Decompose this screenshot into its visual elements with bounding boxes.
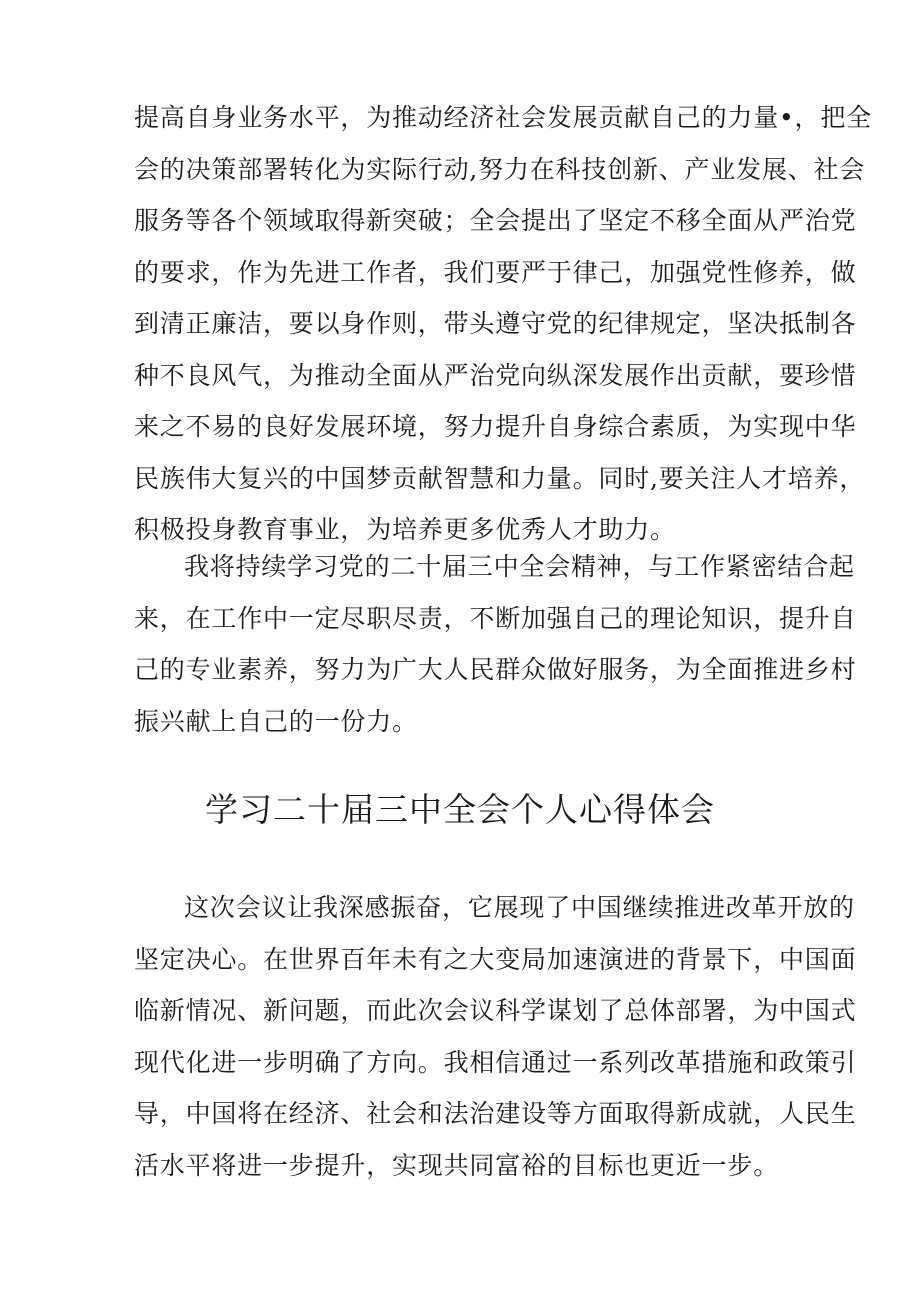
paragraph-2-line: 我将持续学习党的二十届三中全会精神，与工作紧密结合起 bbox=[184, 552, 855, 581]
paragraph-2-line: 己的专业素养，努力为广大人民群众做好服务，为全面推进乡村 bbox=[134, 655, 857, 684]
paragraph-2-line: 振兴献上自己的一份力。 bbox=[134, 706, 418, 736]
paragraph-1-line: 积极投身教育事业，为培养更多优秀人才助力。 bbox=[134, 515, 676, 544]
paragraph-1-line: 提高自身业务水平，为推动经济社会发展贡献自己的力量•，把全 bbox=[134, 103, 872, 132]
paragraph-3-line: 导，中国将在经济、社会和法治建设等方面取得新成就，人民生 bbox=[134, 1099, 857, 1128]
paragraph-1-line: 种不良风气，为推动全面从严治党向纵深发展作出贡献，要珍惜 bbox=[134, 360, 857, 390]
paragraph-3-line: 临新情况、新问题，而此次会议科学谋划了总体部署，为中国式 bbox=[134, 996, 857, 1025]
paragraph-3 bbox=[134, 882, 857, 1191]
paragraph-1-line: 会的决策部署转化为实际行动,努力在科技创新、产业发展、社会 bbox=[134, 154, 866, 184]
paragraph-2 bbox=[134, 541, 857, 747]
paragraph-1-line: 来之不易的良好发展环境，努力提升自身综合素质，为实现中华 bbox=[134, 412, 857, 441]
paragraph-1-line: 到清正廉洁，要以身作则，带头遵守党的纪律规定，坚决抵制各 bbox=[134, 309, 857, 338]
paragraph-1-line: 民族伟大复兴的中国梦贡献智慧和力量。同时,要关注人才培养， bbox=[134, 463, 866, 493]
paragraph-3-line: 这次会议让我深感振奋，它展现了中国继续推进改革开放的 bbox=[184, 893, 855, 922]
paragraph-2-line: 来，在工作中一定尽职尽责，不断加强自己的理论知识，提升自 bbox=[134, 603, 857, 633]
paragraph-3-line: 坚定决心。在世界百年未有之大变局加速演进的背景下，中国面 bbox=[134, 944, 857, 974]
section-title: 学习二十届三中全会个人心得体会 bbox=[205, 790, 715, 829]
paragraph-1-line: 的要求，作为先进工作者，我们要严于律己，加强党性修养，做 bbox=[134, 257, 857, 287]
paragraph-1 bbox=[134, 92, 872, 556]
paragraph-3-line: 现代化进一步明确了方向。我相信通过一系列改革措施和政策引 bbox=[134, 1047, 857, 1077]
paragraph-1-line: 服务等各个领域取得新突破；全会提出了坚定不移全面从严治党 bbox=[134, 206, 857, 235]
paragraph-3-line: 活水平将进一步提升，实现共同富裕的目标也更近一步。 bbox=[134, 1150, 780, 1180]
